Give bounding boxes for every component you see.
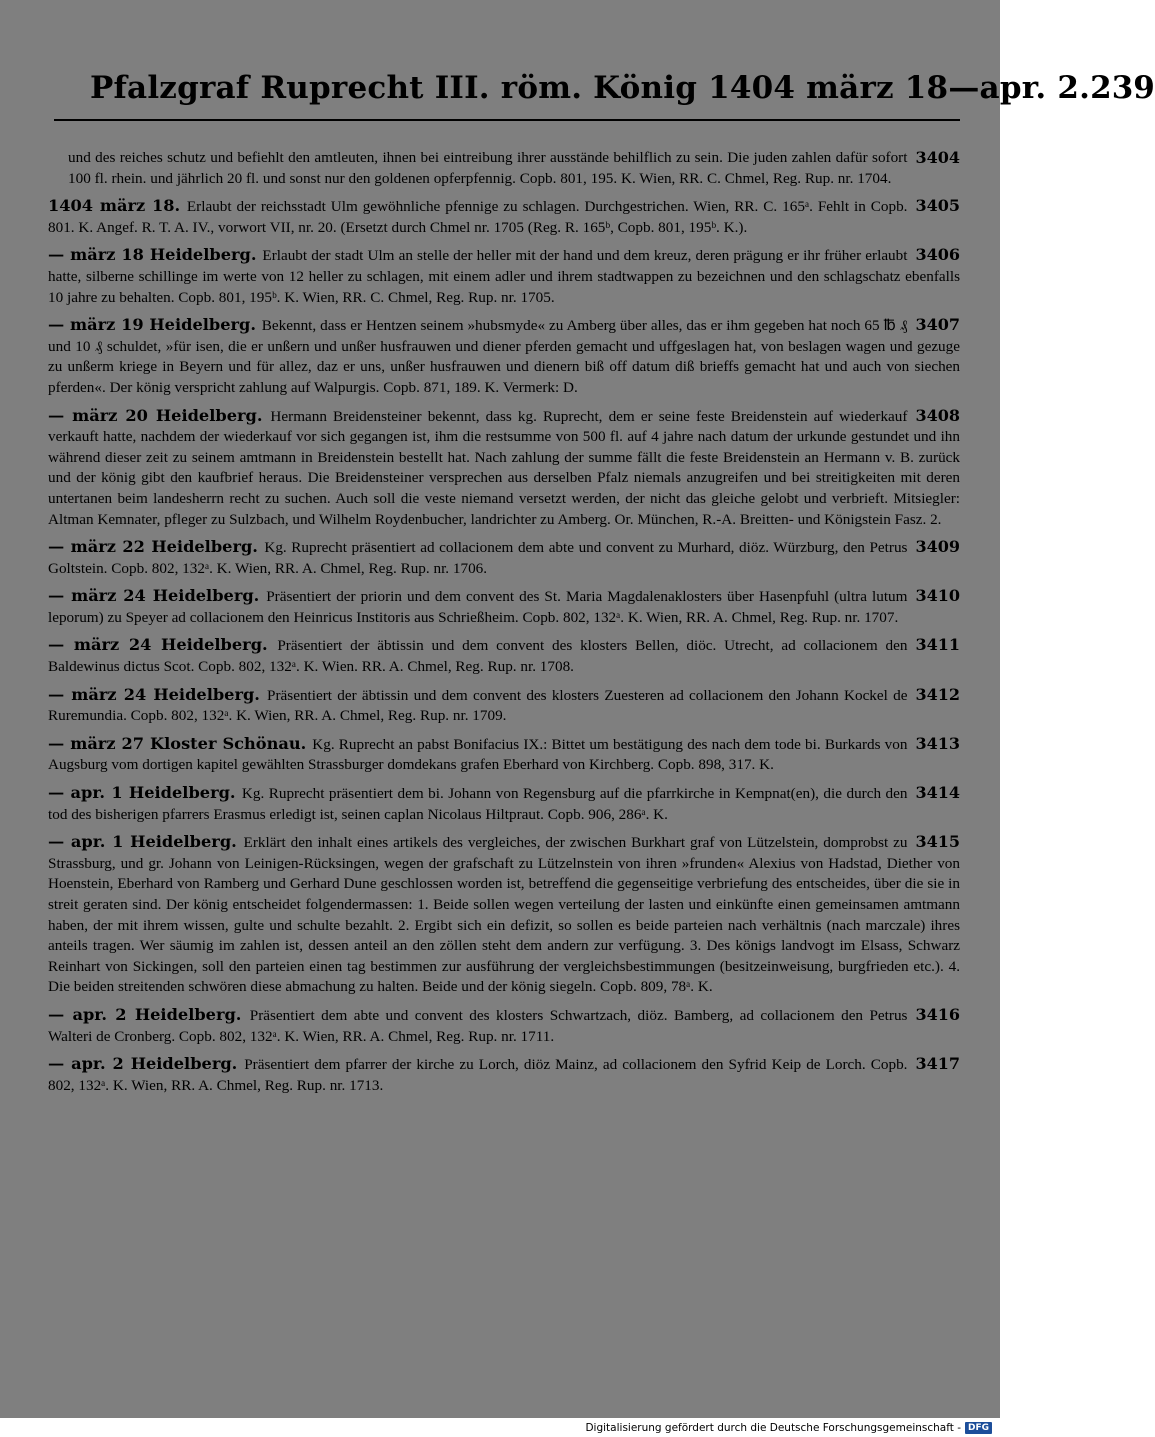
- regest-entry: [48, 635, 960, 677]
- regest-entry: [48, 1005, 960, 1047]
- entry-number: 3414: [915, 783, 960, 803]
- entry-date: — apr. 2 Heidelberg.: [48, 1054, 245, 1074]
- entry-date: — märz 22 Heidelberg.: [48, 537, 265, 557]
- entry-text: Präsentiert der äbtissin und dem convent des klosters Bellen, diöc. Utrecht, ad collacionem den Baldewinus dictus Scot. Copb. 802, 132ᵃ. K. Wien. RR. A. Chmel, Reg. Rup. nr. 1708.: [48, 637, 908, 676]
- entry-number: 3413: [915, 733, 960, 753]
- running-title: Pfalzgraf Ruprecht III. röm. König 1404 märz 18—apr. 2.: [90, 70, 1091, 106]
- entry-date: — märz 24 Heidelberg.: [48, 635, 278, 655]
- regest-entry: [48, 315, 960, 398]
- regest-entry: [48, 832, 960, 998]
- entry-number: 3405: [915, 196, 960, 216]
- entry-text: Präsentiert dem abte und convent des klosters Schwartzach, diöz. Bamberg, ad collacionem den Petrus Walteri de Cronberg. Copb. 802, 132ᵃ. K. Wien, RR. A. Chmel, Reg. Rup. nr. 1711.: [48, 1006, 908, 1045]
- entry-text: Hermann Breidensteiner bekennt, dass kg. Ruprecht, dem er seine feste Breidenstein auf wiederkauf verkauft hatte, nachdem der wiederkauf vor sich gegangen ist, ihm die restsumme von 500 fl. auf 4 jahre nach datum der urkunde gestundet und ihn während dieser zeit zu seinem amtmann in Breidenstein bestellt hat. Nach zahlung der summe fällt die feste Breidenstein an Hermann v. B. zurück und der könig gibt den kaufbrief heraus. Die Breidensteiner versprechen aus derselben Pfalz niemals anzugreifen und bei streitigkeiten mit deren untertanen beim landesherrn recht zu suchen. Auch soll die veste niemand versetzt werden, der nicht das gleiche gelobt und verbrieft. Mitsiegler: Altman Kemnater, pfleger zu Sulzbach, und Wilhelm Roydenbucher, landrichter zu Amberg. Or. München, R.-A. Breitten- und Königstein Fasz. 2.: [48, 407, 960, 528]
- entry-number: 3417: [915, 1054, 960, 1074]
- entry-text: und des reiches schutz und befiehlt den amtleuten, ihnen bei eintreibung ihrer ausstände behilflich zu sein. Die juden zahlen dafür sofort 100 fl. rhein. und jährlich 20 fl. und sonst nur den goldenen opferpfennig. Copb. 801, 195. K. Wien, RR. C. Chmel, Reg. Rup. nr. 1704.: [68, 149, 908, 187]
- regest-entry: [48, 685, 960, 727]
- entry-date: — märz 27 Kloster Schönau.: [48, 733, 313, 753]
- entry-text: Präsentiert der äbtissin und dem convent des klosters Zuesteren ad collacionem den Johann Kockel de Ruremundia. Copb. 802, 132ᵃ. K. Wien, RR. A. Chmel, Reg. Rup. nr. 1709.: [48, 686, 908, 725]
- entry-date: 1404 märz 18.: [48, 196, 187, 216]
- regest-entry: [48, 196, 960, 238]
- entry-text: Präsentiert dem pfarrer der kirche zu Lorch, diöz Mainz, ad collacionem den Syfrid Keip de Lorch. Copb. 802, 132ᵃ. K. Wien, RR. A. Chmel, Reg. Rup. nr. 1713.: [48, 1056, 908, 1094]
- entry-date: — märz 24 Heidelberg.: [48, 684, 268, 704]
- regest-entry: [48, 245, 960, 308]
- entry-text: Kg. Ruprecht an pabst Bonifacius IX.: Bittet um bestätigung des nach dem tode bi. Burkards von Augsburg vom dortigen kapitel gewählten Strassburger domdekans grafen Eberhard von Kirchberg. Copb. 898, 317. K.: [48, 735, 908, 774]
- entry-date: — märz 20 Heidelberg.: [48, 405, 271, 425]
- entry-number: 3410: [915, 586, 960, 606]
- regest-entry: [48, 1054, 960, 1096]
- entry-text: Kg. Ruprecht präsentiert ad collacionem dem abte und convent zu Murhard, diöz. Würzburg, den Petrus Goltstein. Copb. 802, 132ᵃ. K. Wien, RR. A. Chmel, Reg. Rup. nr. 1706.: [48, 539, 908, 577]
- entry-number: 3411: [915, 635, 960, 655]
- regest-entry: [48, 586, 960, 628]
- entry-text: Erlaubt der stadt Ulm an stelle der heller mit der hand und dem kreuz, deren prägung er ihr früher erlaubt hatte, silberne schillinge im werte von 12 heller zu schlagen, mit einem adler und ihrem stadtwappen zu bezeichnen und den schlagschatz ebenfalls 10 jahre zu behalten. Copb. 801, 195ᵇ. K. Wien, RR. C. Chmel, Reg. Rup. nr. 1705.: [48, 247, 960, 306]
- regest-entry: [48, 537, 960, 579]
- entry-text: Kg. Ruprecht präsentiert dem bi. Johann von Regensburg auf die pfarrkirche in Kempnat(en), die durch den tod des bisherigen pfarrers Erasmus erledigt ist, seinen caplan Nicolaus Hiltpraut. Copb. 906, 286ᵃ. K.: [48, 785, 908, 823]
- entry-date: — märz 19 Heidelberg.: [48, 315, 262, 335]
- entry-text: Bekennt, dass er Hentzen seinem »hubsmyde« zu Amberg über alles, das er ihm gegeben hat noch 65 ℔ ₰ und 10 ₰ schuldet, »für isen, die er unßern und unßer husfrauwen und diener pferden gemacht und uffgeslagen hat, von beslagen wagen und gezuge zu unßerm kriege in Beyern und für allez, daz er uns, unßer husfrauwen und dienern biß off datum diß brieffs gemacht hat und auch von siechen pferden«. Der könig verspricht zahlung auf Walpurgis. Copb. 871, 189. K. Vermerk: D.: [48, 317, 960, 396]
- entry-date: — märz 18 Heidelberg.: [48, 245, 263, 265]
- header-rule: [54, 119, 960, 121]
- entry-number: 3408: [915, 405, 960, 425]
- entry-text: Präsentiert der priorin und dem convent des St. Maria Magdalenaklosters über Hasenpfuhl (ultra lutum leporum) zu Speyer ad collacionem den Heinricus Institoris aus Schrießheim. Copb. 802, 132ᵃ. K. Wien, RR. A. Chmel, Reg. Rup. nr. 1707.: [48, 588, 908, 626]
- dfg-logo: DFG: [965, 1422, 992, 1434]
- regest-entry: [48, 406, 960, 531]
- entry-number: 3416: [915, 1004, 960, 1024]
- entry-text: Erklärt den inhalt eines artikels des vergleiches, der zwischen Burkhart graf von Lützelstein, domprobst zu Strassburg, und gr. Johann von Leinigen-Rücksingen, wegen der grafschaft zu Lützelnstein von ihren »frunden« Alexius von Hadstad, Diether von Hoenstein, Eberhard von Ramberg und Gerhard Dune geschlossen worden ist, betreffend die gegenseitige verbriefung des entscheides, über die sie in streit geraten sind. Der könig entscheidet folgendermassen: 1. Beide sollen wegen verteilung der lasten und einkünfte einen gemeinsamen amtmann haben, der mit ihrem wissen, gulte und schulte bezahlt. 2. Ergibt sich ein defizit, so sollen es beide parteien nach verhältnis (nach marczale) ihres anteils tragen. Wer säumig im zahlen ist, dessen anteil an den zöllen steht dem andern zur verfügung. 3. Des königs landvogt im Elsass, Schwarz Reinhart von Sickingen, soll den parteien einen tag bestimmen zur ausführung der vergleichsbestimmungen (besitzeinweisung, burgfrieden etc.). 4. Die beiden streitenden schwören diese abmachung zu halten. Beide und der könig siegeln. Copb. 809, 78ᵃ. K.: [48, 834, 960, 996]
- entry-date: — apr. 2 Heidelberg.: [48, 1004, 250, 1024]
- entry-date: — apr. 1 Heidelberg.: [48, 783, 242, 803]
- entry-date: — märz 24 Heidelberg.: [48, 586, 267, 606]
- funding-note: Digitalisierung gefördert durch die Deutsche Forschungsgemeinschaft -: [585, 1421, 961, 1434]
- entry-number: 3407: [915, 315, 960, 335]
- entry-number: 3406: [915, 245, 960, 265]
- regesta-list: [48, 148, 960, 1103]
- page-header: [28, 62, 1155, 114]
- entry-number: 3409: [915, 537, 960, 557]
- entry-number: 3404: [915, 148, 960, 167]
- regest-entry: [48, 783, 960, 825]
- entry-number: 3412: [915, 684, 960, 704]
- regest-entry: [48, 148, 960, 189]
- page-number: 239: [1090, 70, 1155, 106]
- entry-number: 3415: [915, 832, 960, 852]
- regest-entry: [48, 734, 960, 776]
- page-footer: [0, 1418, 1000, 1437]
- entry-text: Erlaubt der reichsstadt Ulm gewöhnliche pfennige zu schlagen. Durchgestrichen. Wien, RR. C. 165ᵃ. Fehlt in Copb. 801. K. Angef. R. T. A. IV., vorwort VII, nr. 20. (Ersetzt durch Chmel nr. 1705 (Reg. R. 165ᵇ, Copb. 801, 195ᵇ. K.).: [48, 198, 908, 236]
- entry-date: — apr. 1 Heidelberg.: [48, 832, 244, 852]
